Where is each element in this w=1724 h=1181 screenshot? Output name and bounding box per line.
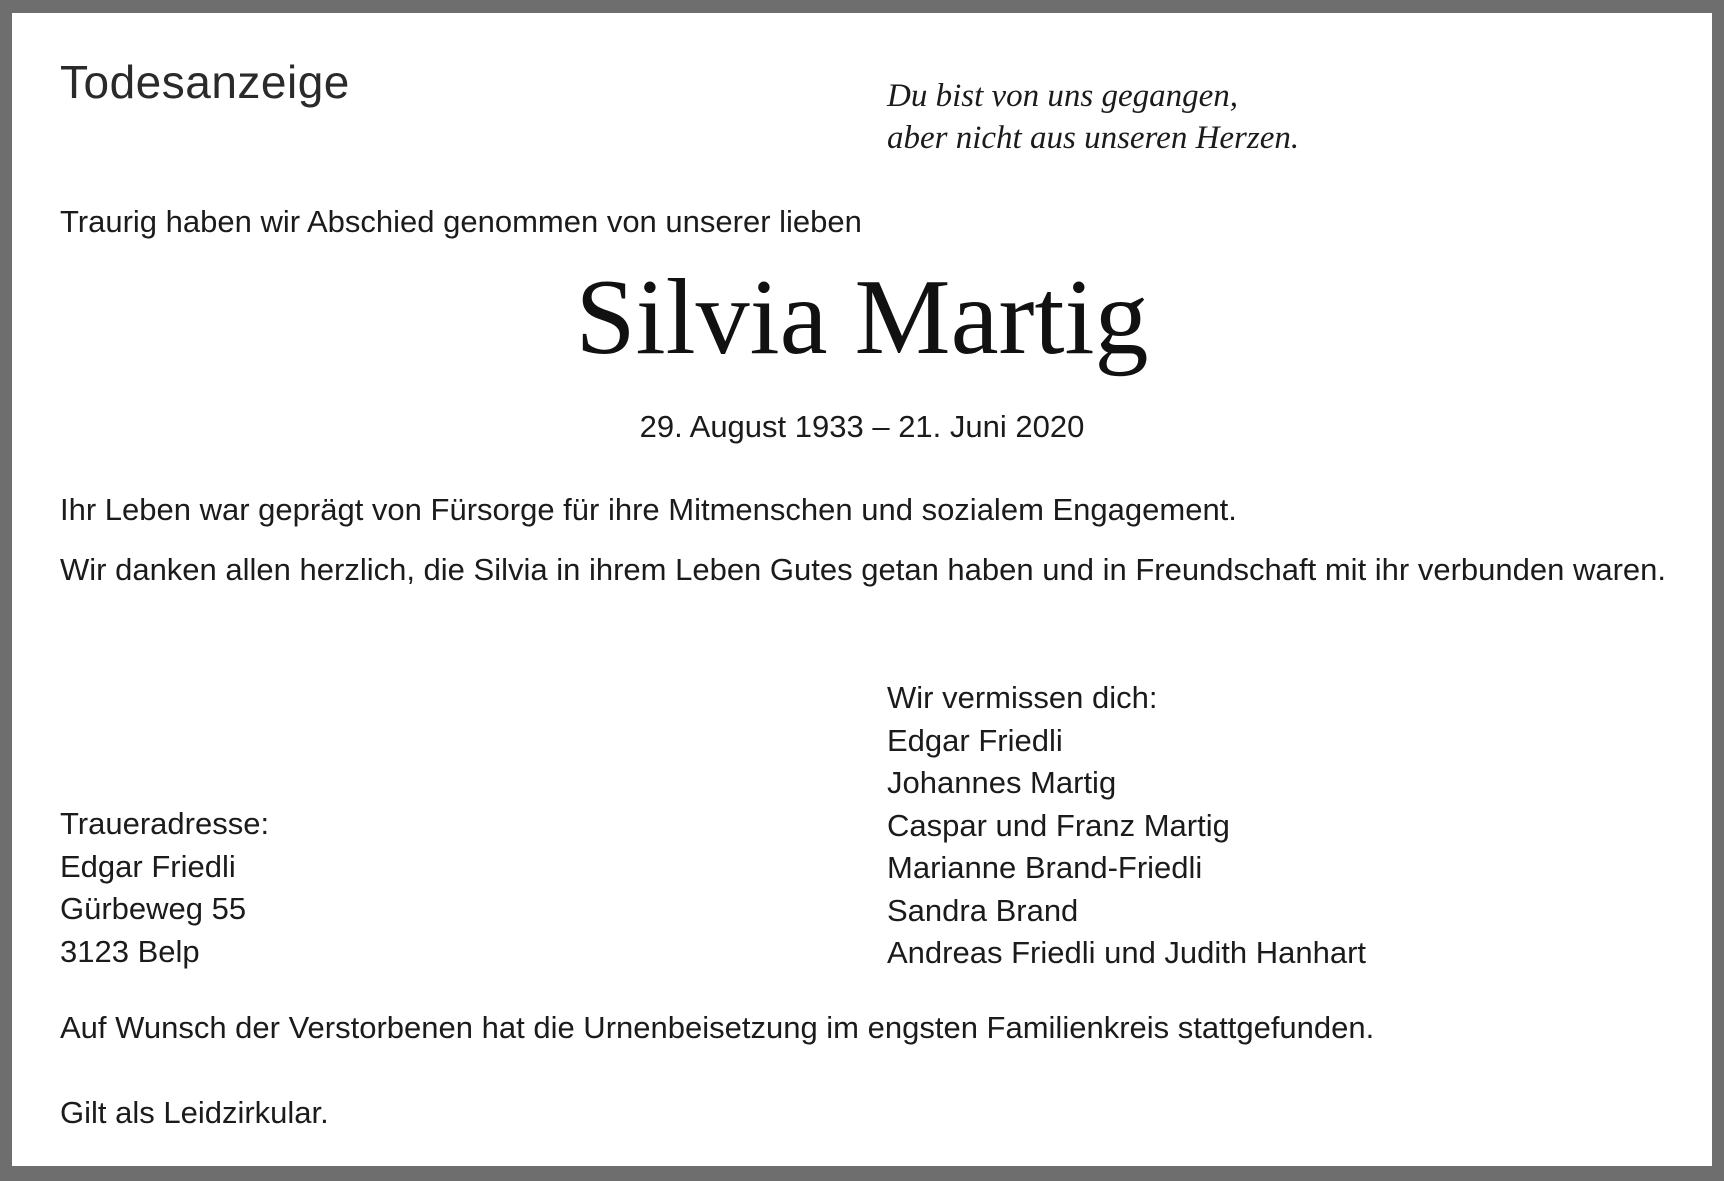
motto-quote — [887, 75, 1299, 159]
address-line: 3123 Belp — [60, 933, 200, 969]
paragraph-life: Ihr Leben war geprägt von Fürsorge für ihre Mitmenschen und sozialem Engagement. — [60, 492, 1237, 527]
life-dates: 29. August 1933 – 21. Juni 2020 — [639, 409, 1085, 444]
address-line: Edgar Friedli — [60, 848, 236, 884]
list-item: Edgar Friedli — [887, 722, 1063, 758]
mourners-list — [887, 677, 1366, 975]
burial-note: Auf Wunsch der Verstorbenen hat die Urnenbeisetzung im engsten Familienkreis stattgefunden. — [60, 1010, 1375, 1045]
deceased-name: Silvia Martig — [575, 258, 1149, 377]
address-line: Gürbeweg 55 — [60, 891, 247, 926]
motto-line: Du bist von uns gegangen, — [887, 78, 1239, 114]
paragraph-thanks: Wir danken allen herzlich, die Silvia in ihrem Leben Gutes getan haben und in Freundschaft mit ihr verbunden waren. — [60, 552, 1667, 587]
circular-note: Gilt als Leidzirkular. — [60, 1095, 329, 1130]
mourners-heading: Wir vermissen dich: — [887, 680, 1158, 715]
obituary-notice — [12, 13, 1712, 1166]
mourning-address — [60, 803, 269, 973]
intro-text: Traurig haben wir Abschied genommen von unserer lieben — [60, 204, 862, 239]
list-item: Caspar und Franz Martig — [887, 807, 1230, 843]
notice-heading: Todesanzeige — [60, 56, 350, 108]
motto-line: aber nicht aus unseren Herzen. — [887, 120, 1300, 156]
list-item: Johannes Martig — [887, 765, 1117, 800]
address-heading: Traueradresse: — [60, 806, 270, 841]
list-item: Sandra Brand — [887, 892, 1079, 928]
list-item: Marianne Brand-Friedli — [887, 850, 1203, 885]
list-item: Andreas Friedli und Judith Hanhart — [887, 935, 1367, 970]
